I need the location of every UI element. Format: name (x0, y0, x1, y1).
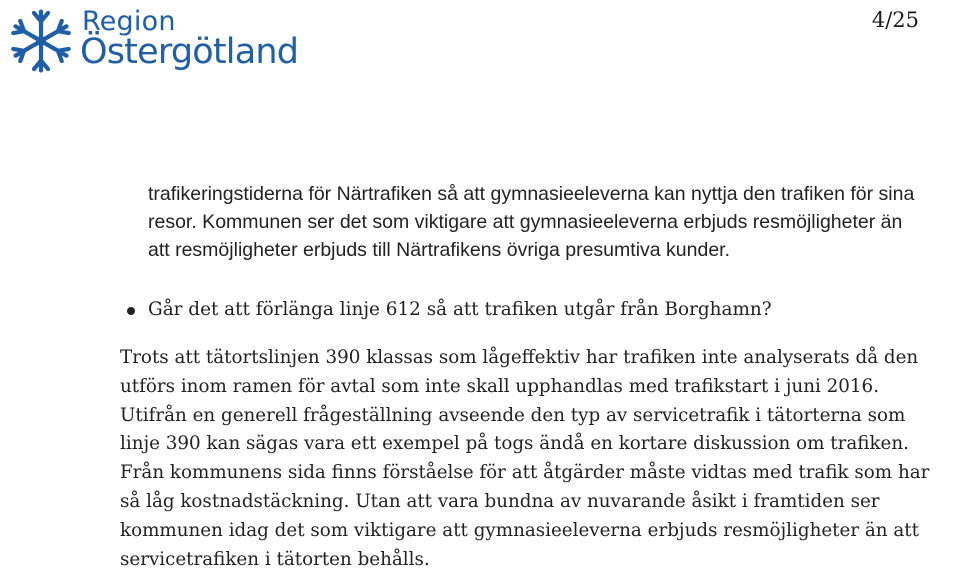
logo-text-region: Region (82, 6, 176, 37)
bullet-question-text: Går det att förlänga linje 612 så att trafiken utgår från Borghamn? (148, 299, 772, 320)
answer-sentence: Från kommunens sida finns förståelse för att åtgärder måste vidtas med trafik som har så låg kostnadstäckning. (120, 462, 930, 512)
logo-text-ostergotland: Östergötland (80, 32, 299, 72)
answer-sentence: Utifrån en generell frågeställning avseende den typ av servicetrafik i tätorterna som linje 390 kan sägas vara ett exempel på togs ändå en kortare diskussion om trafiken. (120, 404, 909, 455)
bullet-icon (127, 307, 135, 315)
answer-paragraph (120, 344, 950, 574)
continuation-paragraph: trafikeringstiderna för Närtrafiken så att gymnasieeleverna kan nyttja den trafiken för sina resor. Kommunen ser det som viktigare att gymnasieeleverna erbjuds resmöjligheter än att resmöjligheter erbjuds till Närtrafikens övriga presumtiva kunder. (148, 183, 915, 261)
answer-sentence: Utan att vara bundna av nuvarande åsikt i framtiden ser kommunen idag det som viktigare att gymnasieeleverna erbjuds resmöjligheter än att servicetrafiken i tätorten behålls. (120, 490, 919, 570)
page-number: 4/25 (871, 8, 919, 32)
page-header (0, 0, 959, 90)
answer-sentence: Trots att tätortslinjen 390 klassas som lågeffektiv har trafiken inte analyserats då den utförs inom ramen för avtal som inte skall upphandlas med trafikstart i juni 2016. (120, 347, 919, 397)
bullet-list-item (127, 296, 927, 324)
snowflake-flower-logo-icon (6, 6, 76, 76)
